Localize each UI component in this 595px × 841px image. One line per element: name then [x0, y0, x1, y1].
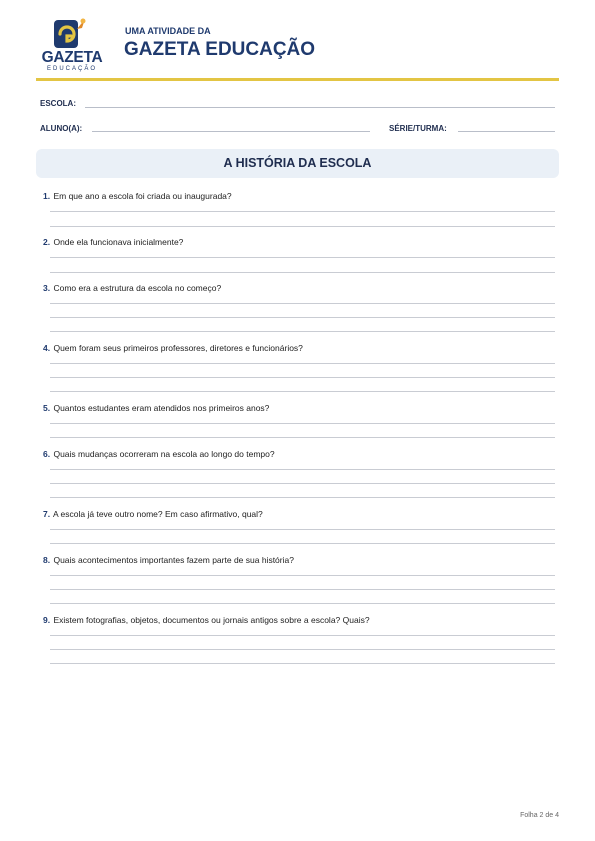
- answer-line[interactable]: [50, 603, 555, 604]
- answer-line[interactable]: [50, 635, 555, 636]
- escola-label: ESCOLA:: [40, 99, 76, 108]
- question-7: 7. A escola já teve outro nome? Em caso afirmativo, qual?: [43, 509, 263, 519]
- escola-field[interactable]: [85, 107, 555, 108]
- answer-line[interactable]: [50, 589, 555, 590]
- answer-line[interactable]: [50, 317, 555, 318]
- serie-turma-field[interactable]: [458, 131, 555, 132]
- question-4: 4. Quem foram seus primeiros professores, diretores e funcionários?: [43, 343, 303, 353]
- answer-line[interactable]: [50, 257, 555, 258]
- question-6: 6. Quais mudanças ocorreram na escola ao longo do tempo?: [43, 449, 275, 459]
- question-3: 3. Como era a estrutura da escola no começo?: [43, 283, 222, 293]
- question-8: 8. Quais acontecimentos importantes fazem parte de sua história?: [43, 555, 294, 565]
- answer-line[interactable]: [50, 272, 555, 273]
- question-2: 2. Onde ela funcionava inicialmente?: [43, 237, 184, 247]
- answer-line[interactable]: [50, 303, 555, 304]
- question-1: 1. Em que ano a escola foi criada ou inaugurada?: [43, 191, 232, 201]
- serie-turma-label: SÉRIE/TURMA:: [389, 124, 447, 133]
- answer-line[interactable]: [50, 363, 555, 364]
- page-number: Folha 2 de 4: [520, 812, 559, 819]
- answer-line[interactable]: [50, 423, 555, 424]
- question-9: 9. Existem fotografias, objetos, documentos ou jornais antigos sobre a escola? Quais?: [43, 615, 370, 625]
- answer-line[interactable]: [50, 377, 555, 378]
- question-5: 5. Quantos estudantes eram atendidos nos primeiros anos?: [43, 403, 270, 413]
- aluno-field[interactable]: [92, 131, 370, 132]
- header-kicker: UMA ATIVIDADE DA: [125, 26, 211, 36]
- answer-line[interactable]: [50, 543, 555, 544]
- answer-line[interactable]: [50, 529, 555, 530]
- answer-line[interactable]: [50, 226, 555, 227]
- aluno-label: ALUNO(A):: [40, 124, 83, 133]
- answer-line[interactable]: [50, 575, 555, 576]
- answer-line[interactable]: [50, 649, 555, 650]
- answer-line[interactable]: [50, 497, 555, 498]
- logo-subtitle: EDUCAÇÃO: [46, 66, 97, 72]
- gazeta-logo: [41, 17, 103, 73]
- section-title: A HISTÓRIA DA ESCOLA: [36, 149, 559, 178]
- answer-line[interactable]: [50, 331, 555, 332]
- answer-line[interactable]: [50, 483, 555, 484]
- answer-line[interactable]: [50, 211, 555, 212]
- logo-wordmark: GAZETA: [41, 49, 103, 66]
- header-brand-title: GAZETA EDUCAÇÃO: [124, 39, 316, 60]
- answer-line[interactable]: [50, 469, 555, 470]
- answer-line[interactable]: [50, 437, 555, 438]
- answer-line[interactable]: [50, 391, 555, 392]
- answer-line[interactable]: [50, 663, 555, 664]
- gazeta-g-icon: [53, 17, 89, 51]
- header-divider: [36, 78, 559, 81]
